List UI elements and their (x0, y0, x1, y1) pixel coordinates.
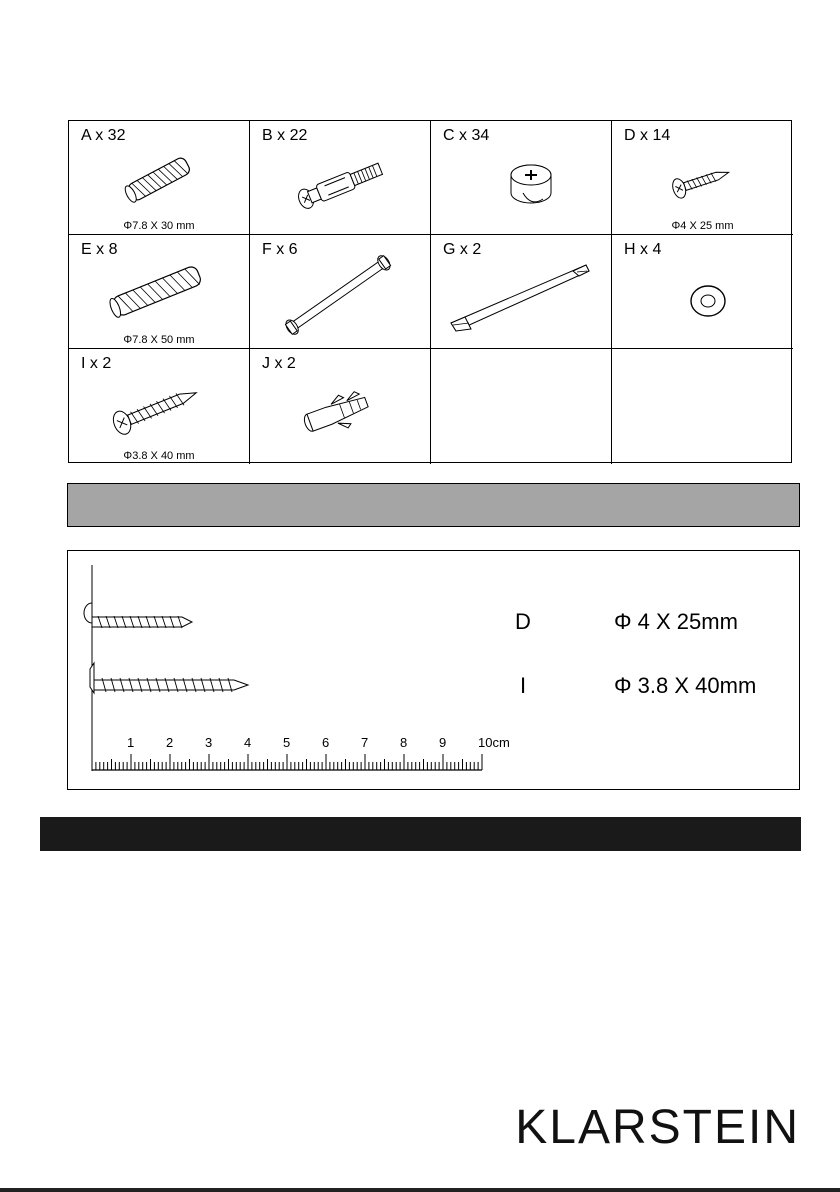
screw-d-spec: Φ 4 X 25mm (614, 609, 738, 634)
part-cell-f (250, 235, 431, 349)
ruler-label: 7 (361, 735, 369, 750)
part-label: A x 32 (81, 127, 126, 144)
ruler-label: 4 (244, 735, 252, 750)
ruler-label: 2 (166, 735, 174, 750)
screw-d-drawing (84, 603, 192, 628)
part-cell-g (431, 235, 612, 349)
screw-d-letter: D (515, 609, 531, 634)
ruler-label: 5 (283, 735, 291, 750)
cam-lock-icon (431, 121, 611, 233)
part-dimension: Φ4 X 25 mm (671, 220, 734, 232)
part-cell-empty (612, 349, 793, 464)
ruler-label: 8 (400, 735, 408, 750)
part-label: H x 4 (624, 241, 662, 258)
cam-bolt-icon (250, 121, 430, 233)
part-cell-empty (431, 349, 612, 464)
part-cell-b (250, 121, 431, 235)
long-screw-icon (69, 349, 249, 461)
screw-ruler-drawing (68, 551, 801, 791)
ruler-label: 6 (322, 735, 330, 750)
part-dimension: Φ7.8 X 50 mm (123, 334, 195, 346)
part-label: F x 6 (262, 241, 298, 258)
part-dimension: Φ3.8 X 40 mm (123, 450, 195, 462)
part-cell-d (612, 121, 793, 235)
footer-strip (0, 1188, 840, 1192)
part-label: G x 2 (443, 241, 482, 258)
part-cell-a (69, 121, 250, 235)
ruler-label: 3 (205, 735, 213, 750)
part-cell-e (69, 235, 250, 349)
dowel-icon (69, 121, 249, 233)
ruler-label: 1 (127, 735, 135, 750)
double-cam-bolt-icon (250, 235, 430, 347)
screw-i-drawing (90, 663, 248, 693)
part-dimension: Φ7.8 X 30 mm (123, 220, 195, 232)
part-label: D x 14 (624, 127, 671, 144)
part-label: J x 2 (262, 355, 296, 372)
part-label: C x 34 (443, 127, 490, 144)
part-cell-i (69, 349, 250, 464)
screw-i-spec: Φ 3.8 X 40mm (614, 673, 757, 698)
dowel-long-icon (69, 235, 249, 347)
wall-plug-icon (250, 349, 430, 461)
strip-icon (431, 235, 611, 347)
part-cell-h (612, 235, 793, 349)
part-label: E x 8 (81, 241, 118, 258)
screw-size-guide (67, 550, 800, 790)
ruler-label: 10cm (478, 735, 510, 750)
grey-banner (67, 483, 800, 527)
part-label: B x 22 (262, 127, 308, 144)
screw-i-letter: I (520, 673, 527, 698)
ruler-label: 9 (439, 735, 447, 750)
part-cell-c (431, 121, 612, 235)
brand-logo: KLARSTEIN (515, 1101, 800, 1154)
part-cell-j (250, 349, 431, 464)
part-label: I x 2 (81, 355, 112, 372)
parts-grid (68, 120, 792, 463)
black-banner (40, 817, 801, 851)
ruler-scale (92, 754, 482, 770)
screw-icon (612, 121, 792, 233)
washer-icon (612, 235, 792, 347)
